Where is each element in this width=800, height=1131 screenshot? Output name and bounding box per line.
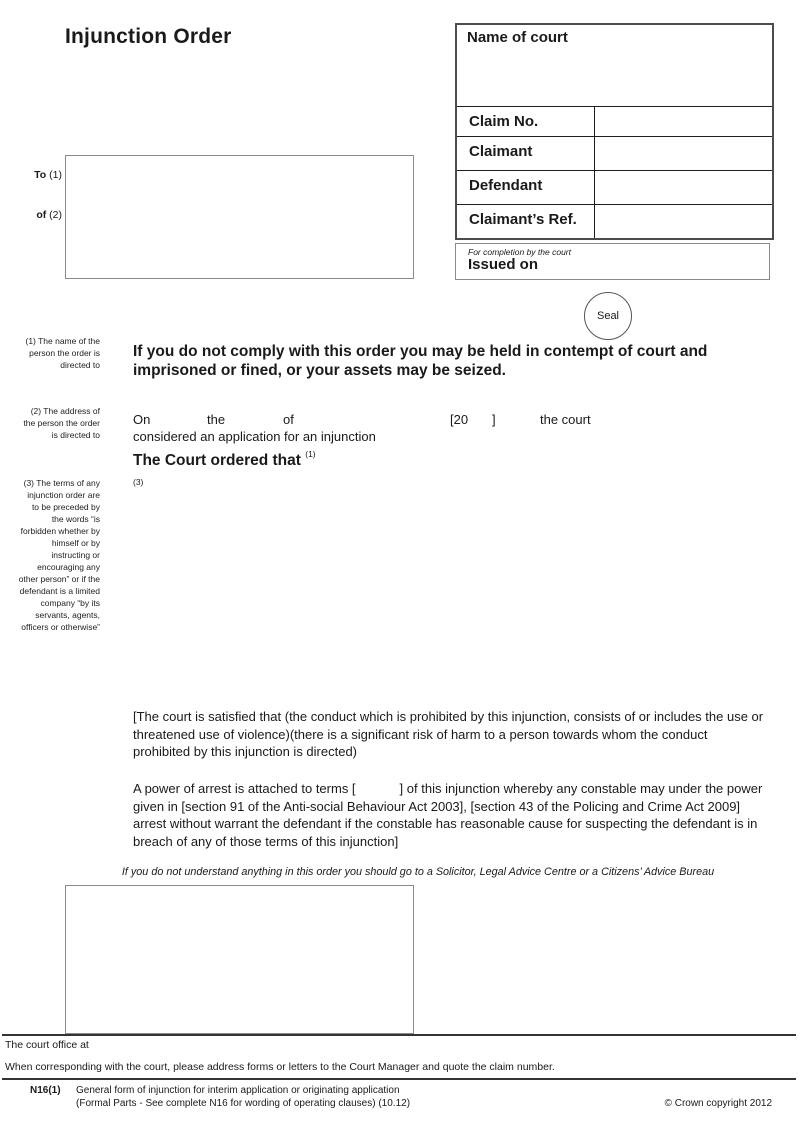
defendant-label: Defendant — [469, 177, 543, 194]
name-of-court-cell[interactable] — [457, 25, 772, 106]
court-ordered-heading — [133, 451, 316, 470]
to-ref: (1) — [49, 169, 62, 181]
table-row — [457, 106, 772, 136]
of-ref: (2) — [49, 209, 62, 221]
date-year-open: [20 — [450, 412, 469, 427]
margin-note-2: (2) The address of the person the order is directed to — [23, 406, 100, 440]
date-of: of — [283, 412, 294, 427]
margin-note-3: (3) The terms of any injunction order are to be preceded by the words “is forbidden whether by himself or by instructing or encouraging any other person” or if the defendant is a limited company “by its servants, agents, officers or otherwise” — [18, 478, 100, 632]
of-word: of — [36, 209, 47, 221]
table-row — [457, 170, 772, 204]
claimants-ref-label: Claimant’s Ref. — [469, 211, 577, 228]
date-line-2: considered an application for an injunction — [133, 429, 376, 444]
to-label — [20, 169, 62, 181]
to-word: To — [34, 169, 47, 181]
of-label — [20, 209, 62, 221]
advice-line: If you do not understand anything in this order you should go to a Solicitor, Legal Advice Centre or a Citizens’ Advice Bureau — [121, 866, 715, 878]
seal-label: Seal — [596, 310, 620, 322]
name-of-court-label: Name of court — [467, 29, 568, 46]
recipient-address-field[interactable] — [65, 155, 414, 279]
footer-divider-bottom — [2, 1078, 796, 1080]
issued-on-box[interactable] — [455, 243, 770, 280]
claimant-label: Claimant — [469, 143, 533, 160]
margin-note-1: (1) The name of the person the order is directed to — [25, 336, 100, 370]
court-details-table — [455, 23, 774, 240]
corresponding-note: When corresponding with the court, please address forms or letters to the Court Manager and quote the claim number. — [5, 1061, 555, 1073]
issued-on-label: Issued on — [468, 256, 539, 273]
date-the: the — [207, 412, 226, 427]
table-row — [457, 204, 772, 238]
for-completion-note: For completion by the court — [468, 247, 571, 257]
satisfied-paragraph: [The court is satisfied that (the conduct which is prohibited by this injunction, consists of or includes the use or threatened use of violence)(there is a significant risk of harm to a person towards whom the conduct prohibited by this injunction is directed) — [133, 709, 764, 759]
arrest-text-1: A power of arrest is attached to terms [ — [133, 781, 356, 796]
form-description-2: (Formal Parts - See complete N16 for wording of operating clauses) (10.12) — [76, 1098, 411, 1109]
form-code: N16(1) — [30, 1085, 61, 1096]
table-row — [457, 136, 772, 170]
bottom-notes-field[interactable] — [65, 885, 414, 1034]
ordered-note-ref: (3) — [133, 477, 144, 487]
page-title: Injunction Order — [65, 25, 232, 48]
form-description-1: General form of injunction for interim application or originating application — [76, 1085, 400, 1096]
defendant-field[interactable] — [594, 171, 772, 204]
footer-divider-top — [2, 1034, 796, 1036]
arrest-text-2: ] of this injunction whereby any constable may under the power given in [section 91 of the Anti-social Behaviour Act 2003], [section 43 of the Policing and Crime Act 2009] arrest without warrant the defendant if the constable has reasonable cause for suspecting the defendant is in breach of any of those terms of this injunction] — [133, 781, 763, 849]
date-year-close: ] — [492, 412, 496, 427]
court-seal-placeholder — [584, 292, 632, 340]
claimant-field[interactable] — [594, 137, 772, 170]
power-of-arrest-paragraph — [133, 780, 767, 850]
contempt-warning: If you do not comply with this order you may be held in contempt of court and imprisoned or fined, or your assets may be seized. — [133, 343, 708, 379]
court-ordered-sup: (1) — [305, 449, 316, 459]
claimants-ref-field[interactable] — [594, 205, 772, 238]
court-ordered-text: The Court ordered that — [133, 452, 301, 470]
date-line — [133, 412, 773, 428]
date-on: On — [133, 412, 151, 427]
claim-no-label: Claim No. — [469, 113, 539, 130]
claim-no-field[interactable] — [594, 107, 772, 136]
crown-copyright: © Crown copyright 2012 — [664, 1098, 772, 1109]
court-office-at-label: The court office at — [5, 1039, 89, 1051]
date-the-court: the court — [540, 412, 591, 427]
